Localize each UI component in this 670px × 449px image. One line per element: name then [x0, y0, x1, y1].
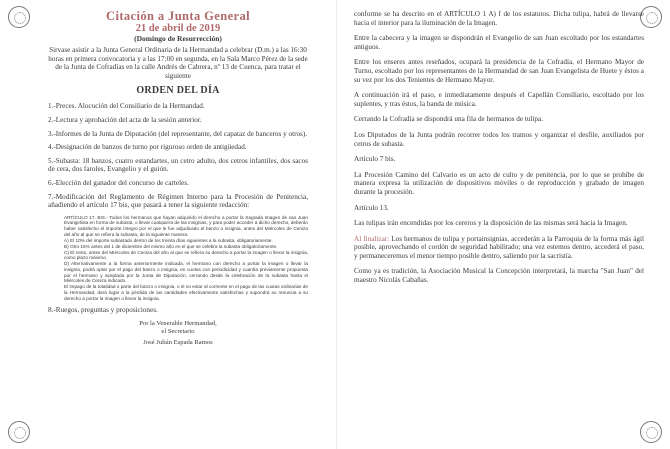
meeting-date: 21 de abril de 2019: [135, 23, 221, 34]
agenda-item: 1.-Preces. Alocución del Consiliario de la Hermandad.: [48, 102, 205, 111]
finalizar-text: Los hermanos de tulipa y portainsignias, accederán a la Parroquia de la forma más ágil posible, aprovechando el cordón de seguridad habilitado; una vez estemos dentro, accederá el paso, y permaneceremos el menor tiempo posible dentro, saliendo por la sacristía.: [354, 234, 644, 260]
intro-paragraph: Sirvase asistir a la Junta General Ordinaria de la Hermandad a celebrar (D.m.) a las 16:30 horas en primera convocatoria y a las 17:00 en segunda, en la Sala Marco Pérez de la sede de la Junta de Cofradías en la calle Andrés de Cabrera, nº 13 de Cuenca, para tratar el siguiente: [48, 46, 308, 80]
agenda-item: 4.-Designación de banzos de turno por riguroso orden de antigüedad.: [48, 143, 247, 152]
meeting-subdate: (Domingo de Resurrección): [134, 34, 222, 43]
body-paragraph: Cerrando la Cofradía se dispondrá una fila de hermanos de tulipa.: [354, 115, 544, 124]
body-paragraph: A continuación irá el paso, e inmediatamente después el Capellán Consiliario, escoltado por los suplentes, y tras éstos, la banda de música.: [354, 91, 644, 108]
article-paragraph: C) El resto, antes del Miércoles de Ceniza del año al que se refiera su derecho a portar la imagen o llevar la insignia, como plazo máximo.: [64, 249, 308, 261]
agenda-item: 6.-Elección del ganador del concurso de carteles.: [48, 178, 189, 187]
agenda-item: 3.-Informes de la Junta de Diputación (del representante, del capataz de banceros y otros).: [48, 129, 308, 138]
agenda-item: 8.-Ruegos, preguntas y proposiciones.: [48, 306, 158, 315]
body-paragraph: Las tulipas irán encendidas por los cereros y la disposición de las mismas será hacia la Imagen.: [354, 219, 628, 228]
body-paragraph: Los Diputados de la Junta podrán recorrer todos los tramos y organizar el desfile, auxiliados por cetros de subasta.: [354, 130, 644, 148]
article-text: [64, 215, 308, 301]
tradicion-paragraph: Como ya es tradición, la Asociación Musical la Concepción interpretará, la marcha "San Juan" del maestro Nicolás Cabañas.: [354, 267, 644, 285]
article-heading: Artículo 7 bis.: [354, 155, 396, 164]
article-paragraph: El impago de la totalidad o parte del banzo o insignia, o el no estar al corriente en el pago de las cuotas ordinarias de la Hermandad, dará lugar a la pérdida de las cantidades efectivamente satisfechas y supondrá su renuncia a su derecho a portar la imagen o llevar la insignia.: [64, 284, 308, 301]
body-paragraph: Entre los enseres antes reseñados, ocupará la presidencia de la Cofradía, el Hermano Mayor de Turno, escoltado por los representantes de la Hermandad de san Juan Evangelista de Huete y éstos a su vez por los dos Tenientes de Hermano Mayor.: [354, 58, 644, 84]
body-paragraph: La Procesión Camino del Calvario es un acto de culto y de penitencia, por lo que se prohíbe de manera expresa la utilización de dispositivos móviles o de reproducción y grabado de imagen durante la procesión.: [354, 170, 644, 196]
signature-line: Por la Venerable Hermandad,: [139, 319, 217, 327]
agenda-item: 2.-Lectura y aprobación del acta de la sesión anterior.: [48, 115, 202, 124]
article-paragraph: A) El 10% del importe subastado dentro de los treinta días siguientes a la subasta, obligatoriamente.: [64, 237, 273, 243]
finalizar-paragraph: [354, 235, 644, 261]
agenda-item: 7.-Modificación del Reglamento de Régimen Interno para la Procesión de Penitencia, añadiendo el artículo 17 bis, que pasará a tener la siguiente redacción:: [48, 192, 308, 210]
article-paragraph: B) Otro 15% antes del 1 de diciembre del mismo año en el que se celebra la subasta obligatoriamente.: [64, 243, 278, 249]
article-heading: Artículo 13.: [354, 203, 389, 212]
agenda-item: 5.-Subasta: 18 banzos, cuatro estandartes, un cetro adulto, dos cetros infantiles, dos sacos de cera, dos faroles, Evangelio y el guión.: [48, 156, 308, 174]
right-page: [336, 0, 670, 449]
body-paragraph: conforme se ha descrito en el ARTÍCULO 1 A) f de los estatutos. Dicha tulipa, habrá de llevarse hacia el interior para la iluminación de la Imagen.: [354, 10, 644, 27]
signature-block: [48, 320, 308, 347]
article-paragraph: ARTÍCULO 17. BIS.- Todos los hermanos que hayan adquirido el derecho a portar la Sagrada Imagen de san Juan Evangelista en forma de subasta, o llevar cualquiera de las insignias, y para poder acceder a dicho derecho, deberán haber satisfecho el importe íntegro por el que le fue adjudicado el banzo o insignia, antes del Miércoles de Ceniza del año al que se refiera la subasta, de la siguiente manera:: [64, 214, 308, 237]
body-paragraph: Entre la cabecera y la imagen se dispondrán el Evangelio de san Juan escoltado por los estandartes antiguos.: [354, 34, 644, 51]
article-paragraph: D) Alternativamente a la forma anteriormente indicada, el hermano con derecho a portar la imagen o llevar la insignia, podrá optar por el pago del banzo o insignia, en cuotas con periodicidad y cuantía previamente propuesta por el hermano y aceptada por la Junta de Diputación, cerrando desde la celebración de la subasta hasta el Miércoles de Ceniza indicado.: [64, 261, 308, 284]
signature-line: José Julián Espada Ramos: [143, 338, 213, 346]
finalizar-label: Al finalizar:: [354, 234, 390, 243]
agenda-title: ORDEN DEL DÍA: [136, 85, 220, 97]
signature-line: el Secretario: [161, 327, 195, 335]
page-title: Citación a Junta General: [106, 9, 250, 23]
